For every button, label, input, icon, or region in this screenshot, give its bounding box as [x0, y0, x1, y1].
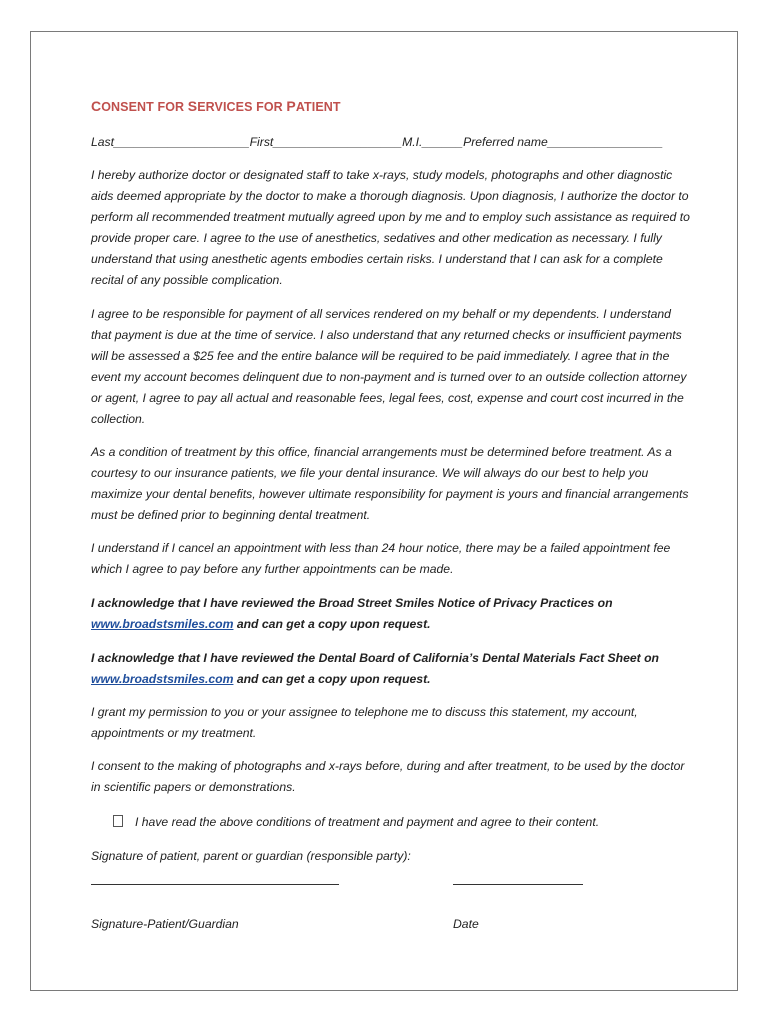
signature-intro: Signature of patient, parent or guardian (responsible party): [91, 849, 411, 863]
preferred-name-field[interactable]: _________________ [547, 135, 664, 149]
date-signature-line[interactable] [453, 884, 583, 885]
agreement-checkbox-row [113, 812, 599, 833]
date-label: Date [453, 917, 479, 931]
authorization-paragraph: I hereby authorize doctor or designated staff to take x-rays, study models, photographs and other diagnostic aids deemed appropriate by the doctor to make a thorough diagnosis. Upon diagnosis, I authorize the doctor to perform all recommended treatment mutually agreed upon by me and to employ such assistance as required to provide proper care. I agree to the use of anesthetics, sedatives and other medication as necessary. I fully understand that using anesthetic agents embodies certain risks. I understand that I can ask for a complete recital of any possible complication. [91, 168, 690, 287]
middle-initial-field[interactable]: ______ [422, 135, 464, 149]
cancellation-paragraph: I understand if I cancel an appointment with less than 24 hour notice, there may be a failed appointment fee which I agree to pay before any further appointments can be made. [91, 541, 671, 576]
agreement-checkbox-label: I have read the above conditions of treatment and payment and agree to their content. [135, 815, 600, 829]
dental-materials-acknowledgement: I acknowledge that I have reviewed the Dental Board of California’s Dental Materials Fact Sheet on www.broadstsmiles.com and can get a copy upon request. [91, 651, 659, 686]
privacy-acknowledgement: I acknowledge that I have reviewed the Broad Street Smiles Notice of Privacy Practices on www.broadstsmiles.com and can get a copy upon request. [91, 596, 613, 631]
agreement-checkbox[interactable] [113, 815, 123, 827]
first-name-label: First [249, 135, 274, 149]
consent-form-page [30, 31, 738, 991]
privacy-website-link[interactable]: www.broadstsmiles.com [91, 617, 234, 631]
patient-signature-line[interactable] [91, 884, 339, 885]
preferred-name-label: Preferred name [463, 135, 548, 149]
payment-paragraph: I agree to be responsible for payment of all services rendered on my behalf or my dependents. I understand that payment is due at the time of service. I also understand that any returned checks or insufficient payments will be assessed a $25 fee and the entire balance will be required to be paid immediately. I agree that in the event my account becomes delinquent due to non-payment and is turned over to an outside collection attorney or agent, I agree to pay all actual and reasonable fees, legal fees, cost, expense and court cost incurred in the collection. [91, 307, 687, 426]
photo-consent-paragraph: I consent to the making of photographs and x-rays before, during and after treatment, to be used by the doctor in scientific papers or demonstrations. [91, 759, 685, 794]
form-title: CONSENT FOR SERVICES FOR PATIENT [91, 98, 341, 114]
dental-website-link[interactable]: www.broadstsmiles.com [91, 672, 234, 686]
patient-signature-label: Signature-Patient/Guardian [91, 917, 239, 931]
middle-initial-label: M.I. [402, 135, 423, 149]
telephone-permission-paragraph: I grant my permission to you or your assignee to telephone me to discuss this statement, my account, appointments or my treatment. [91, 705, 638, 740]
financial-arrangements-paragraph: As a condition of treatment by this office, financial arrangements must be determined before treatment. As a courtesy to our insurance patients, we file your dental insurance. We will always do our best to help you maximize your dental benefits, however ultimate responsibility for payment is yours and financial arrangements must be defined prior to beginning dental treatment. [91, 445, 689, 522]
first-name-field[interactable]: ___________________ [273, 135, 403, 149]
patient-name-fields [91, 132, 663, 153]
last-name-label: Last [91, 135, 115, 149]
last-name-field[interactable]: ____________________ [114, 135, 250, 149]
